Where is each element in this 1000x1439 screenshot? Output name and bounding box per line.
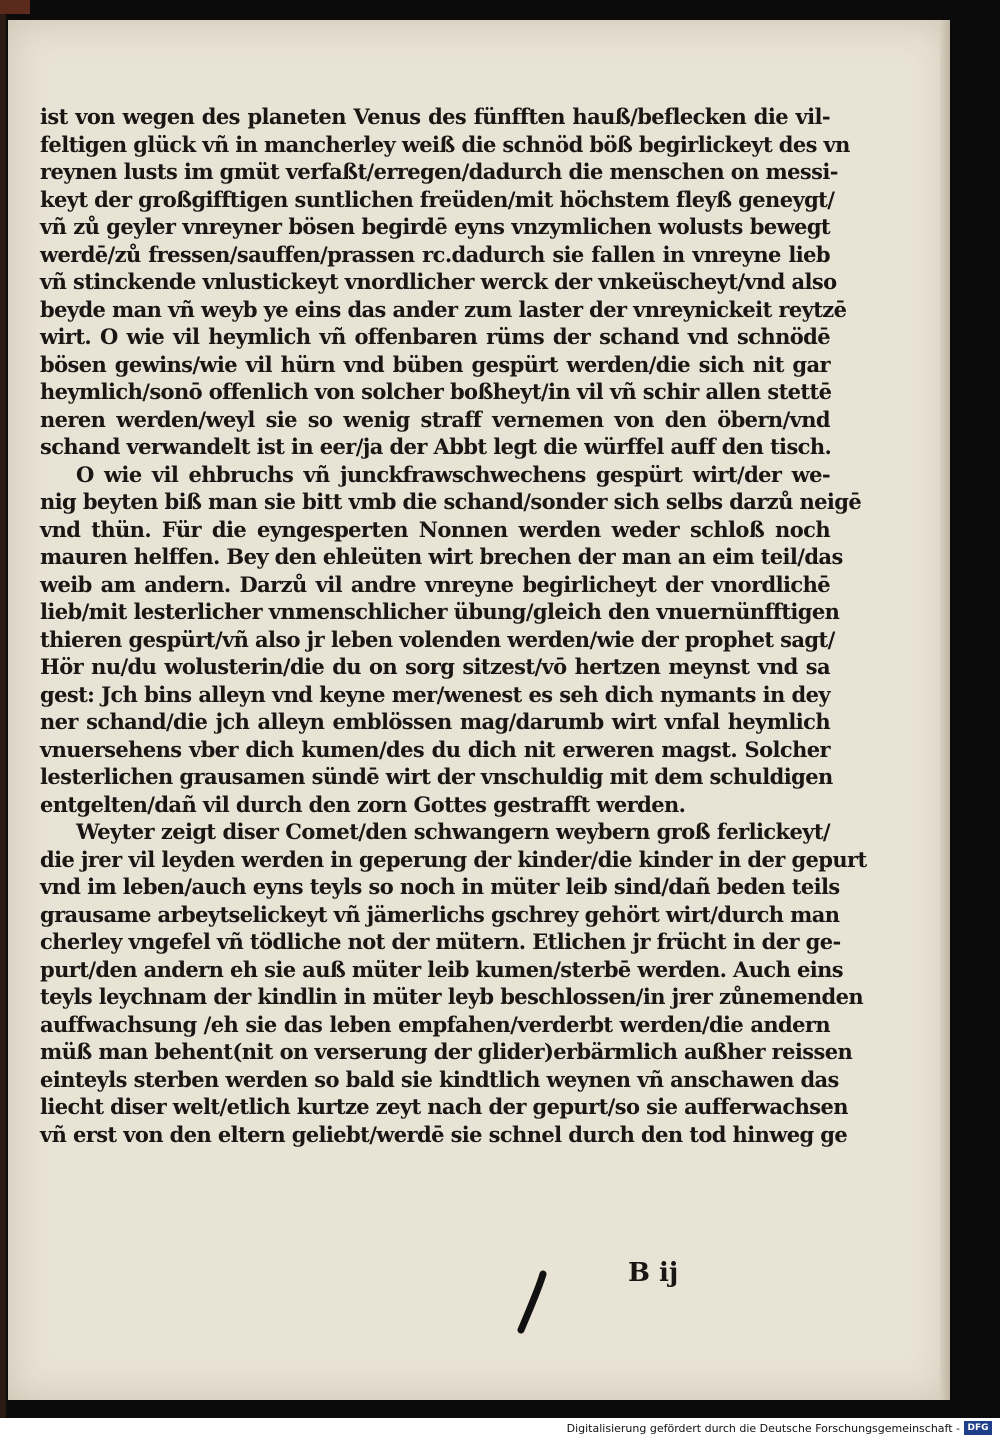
text-line: ist von wegen des planeten Venus des fünfften hauß/beflecken die vil- (40, 104, 830, 129)
text-line: nig beyten biß man sie bitt vmb die schand/sonder sich selbs darzů neigē (40, 489, 862, 514)
text-line: beyde man vñ weyb ye eins das ander zum laster der vnreynickeit reytzē (40, 296, 847, 322)
text-line: auffwachsung /eh sie das leben empfahen/verderbt werden/die andern (40, 1011, 830, 1037)
page-text-block (40, 103, 867, 1148)
pencil-mark (513, 1270, 553, 1334)
funding-notice: Digitalisierung gefördert durch die Deutsche Forschungsgemeinschaft - (566, 1422, 960, 1435)
text-line: vñ erst von den eltern geliebt/werdē sie schnel durch den tod hinweg ge (40, 1121, 848, 1147)
text-line: thieren gespürt/vñ also jr leben volenden werden/wie der prophet sagt/ (40, 626, 835, 652)
page-edge (940, 20, 950, 1400)
text-line: lesterlichen grausamen sündē wirt der vnschuldig mit dem schuldigen (40, 764, 833, 789)
footer-bar (0, 1418, 1000, 1439)
text-line: wirt. O wie vil heymlich vñ offenbaren rüms der schand vnd schnödē (40, 324, 830, 349)
text-line: schand verwandelt ist in eer/ja der Abbt legt die würffel auff den tisch. (40, 434, 832, 459)
text-line: werdē/zů fressen/sauffen/prassen rc.dadurch sie fallen in vnreyne lieb (40, 241, 830, 267)
text-line: Weyter zeigt diser Comet/den schwangern weybern groß ferlickeyt/ (76, 819, 830, 844)
dfg-logo: DFG (964, 1421, 992, 1435)
text-line: müß man behent(nit on verserung der glider)erbärmlich außher reissen (40, 1039, 853, 1064)
text-line: heymlich/sonō offenlich von solcher boßheyt/in vil vñ schir allen stettē (40, 379, 832, 404)
text-line: die jrer vil leyden werden in geperung der kinder/die kinder in der gepurt (40, 846, 867, 872)
text-line: vnd im leben/auch eyns teyls so noch in müter leib sind/dañ beden teils (40, 874, 840, 899)
text-line: mauren helffen. Bey den ehleüten wirt brechen der man an eim teil/das (40, 544, 843, 569)
text-line: vñ stinckende vnlustickeyt vnordlicher werck der vnkeüscheyt/vnd also (40, 269, 837, 294)
text-line: vñ zů geyler vnreyner bösen begirdē eyns vnzymlichen wolusts bewegt (40, 214, 830, 239)
text-line: vnuersehens vber dich kumen/des du dich nit erweren magst. Solcher (40, 736, 830, 762)
text-line: vnd thün. Für die eyngesperten Nonnen werden weder schloß noch (40, 516, 830, 542)
text-line: grausame arbeytselickeyt vñ jämerlichs gschrey gehört wirt/durch man (40, 901, 840, 927)
binding-strip (0, 0, 30, 14)
text-line: entgelten/dañ vil durch den zorn Gottes gestrafft werden. (40, 791, 686, 817)
text-line: O wie vil ehbruchs vñ junckfrawschwechens gespürt wirt/der we- (76, 461, 830, 487)
signature-mark: B ij (628, 1258, 679, 1288)
text-line: cherley vngefel vñ tödliche not der mütern. Etlichen jr frücht in der ge- (40, 929, 841, 954)
text-line: weib am andern. Darzů vil andre vnreyne begirlicheyt der vnordlichē (40, 571, 830, 597)
text-line: reynen lusts im gmüt verfaßt/erregen/dadurch die menschen on messi- (40, 159, 838, 184)
book-page (8, 20, 950, 1400)
text-line: bösen gewins/wie vil hürn vnd büben gespürt werden/die sich nit gar (40, 351, 830, 377)
text-line: lieb/mit lesterlicher vnmenschlicher übung/gleich den vnuernünfftigen (40, 599, 840, 624)
text-line: einteyls sterben werden so bald sie kindtlich weynen vñ anschawen das (40, 1066, 839, 1092)
text-line: keyt der großgifftigen suntlichen freüden/mit höchstem fleyß geneygt/ (40, 186, 835, 212)
text-line: neren werden/weyl sie so wenig straff vernemen von den öbern/vnd (40, 406, 830, 432)
text-line: teyls leychnam der kindlin in müter leyb beschlossen/in jrer zůnemenden (40, 984, 864, 1009)
book-spine-edge (0, 0, 6, 1418)
text-line: feltigen glück vñ in mancherley weiß die schnöd böß begirlickeyt des vn (40, 131, 850, 157)
text-line: liecht diser welt/etlich kurtze zeyt nach der gepurt/so sie aufferwachsen (40, 1094, 848, 1119)
text-line: purt/den andern eh sie auß müter leib kumen/sterbē werden. Auch eins (40, 956, 843, 982)
text-line: gest: Jch bins alleyn vnd keyne mer/wenest es seh dich nymants in dey (40, 681, 830, 707)
text-line: Hör nu/du wolusterin/die du on sorg sitzest/vō hertzen meynst vnd sa (40, 654, 830, 679)
text-line: ner schand/die jch alleyn emblössen mag/darumb wirt vnfal heymlich (40, 709, 830, 734)
